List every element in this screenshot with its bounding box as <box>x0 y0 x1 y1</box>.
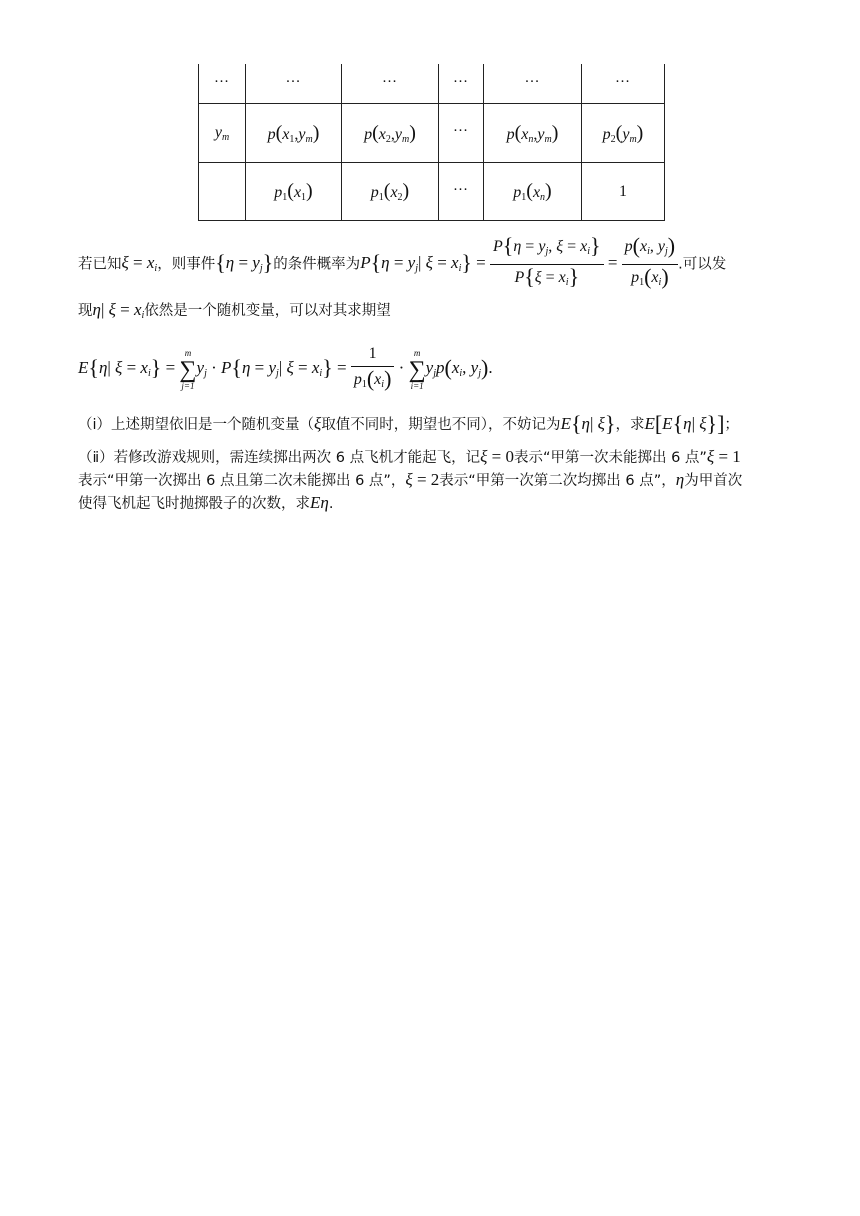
table-row <box>199 163 665 221</box>
fraction: $\frac{1}{p_1(x_i)}$ <box>351 344 395 395</box>
fraction: $\frac{P\{\eta = y_j, \xi = x_i\}}{P\{\xi = x_i\}}$ <box>490 236 604 293</box>
ellipsis: … <box>453 177 469 194</box>
ellipsis: … <box>453 119 469 135</box>
joint-distribution-table <box>198 64 665 221</box>
ellipsis: … <box>285 69 302 86</box>
summation: m ∑ i=1 <box>408 347 426 391</box>
table-row <box>199 64 665 104</box>
cell-p2-ym: $p_2(y_m)$ <box>582 104 665 163</box>
ellipsis: … <box>615 69 631 86</box>
cell-p-x1-ym: $p(x_1,y_m)$ <box>246 104 342 163</box>
ellipsis: … <box>453 69 469 86</box>
paragraph-random-variable: 现η| $\xi = x_i$依然是一个随机变量，可以对其求期望 <box>78 300 391 321</box>
ellipsis: … <box>382 69 398 86</box>
row-header-ym: $y_m$ <box>199 104 246 163</box>
math-E-eta-given-xi: E{η| ξ} <box>560 411 616 436</box>
cell-p1-x1: $p_1(x_1)$ <box>246 163 342 221</box>
math-xi-eq-xi: $\xi = x_i$ <box>121 253 158 275</box>
cell-p-x2-ym: $p(x_2,y_m)$ <box>342 104 439 163</box>
question-part-ii-line3: 使得飞机起飞时抛掷骰子的次数，求Eη. <box>78 493 334 512</box>
paragraph-conditional-probability: 若已知$\xi = x_i$，则事件$\{\eta = y_j\}$的条件概率为$P\{\eta = y_j|$ $\xi = x_i$} = $\frac{P\{\eta = y_j, \xi = x_i\}}{P\{\xi = x_i\}}$ = $\frac{p(x_i, y_j)}{p_1(x_i)}$ .可以发 <box>78 236 726 293</box>
ellipsis: … <box>214 69 230 86</box>
question-part-i: （ⅰ）上述期望依旧是一个随机变量（ξ取值不同时，期望也不同），不妨记为E{η| ξ}，求E[E{η| ξ}]； <box>78 411 739 436</box>
summation: m ∑ j=1 <box>179 347 197 391</box>
cell-p-xn-ym: $p(x_n,y_m)$ <box>484 104 582 163</box>
math-event-eta: $\{\eta = y_j\}$ <box>215 250 274 276</box>
table-row <box>199 104 665 163</box>
cell-p1-xn: $p_1(x_n)$ <box>484 163 582 221</box>
question-part-ii: （ⅱ）若修改游戏规则，需连续掷出两次 6 点飞机才能起飞，记ξ = 0表示“甲第一次未能掷出 6 点”ξ = 1 <box>78 447 741 466</box>
math-conditional-prob: $P\{\eta = y_j|$ $\xi = x_i$} = $\frac{P\{\eta = y_j, \xi = x_i\}}{P\{\xi = x_i\}}$ = $\frac{p(x_i, y_j)}{p_1(x_i)}$ <box>360 253 678 272</box>
cell-p1-x2: $p_1(x_2)$ <box>342 163 439 221</box>
cell-total: 1 <box>582 163 665 221</box>
formula-conditional-expectation: E{η| $\xi = x_i$} = m ∑ j=1 $y_j \cdot P\{\eta = y_j|$ $\xi = x_i$} = $\frac{1}{p_1(x_i)}$ · m ∑ i=1 $y_jp(x_i$, $y_j$). <box>78 344 493 395</box>
ellipsis: … <box>524 69 541 86</box>
math-E-of-E: E[E{η| ξ}] <box>644 411 725 436</box>
math-eta-given-xi: η| $\xi = x_i$ <box>92 300 145 321</box>
question-part-ii-line2: 表示“甲第一次掷出 6 点且第二次未能掷出 6 点”，ξ = 2表示“甲第一次第二次均掷出 6 点”，η为甲首次 <box>78 470 743 489</box>
fraction: $\frac{p(x_i, y_j)}{p_1(x_i)}$ <box>622 236 678 293</box>
